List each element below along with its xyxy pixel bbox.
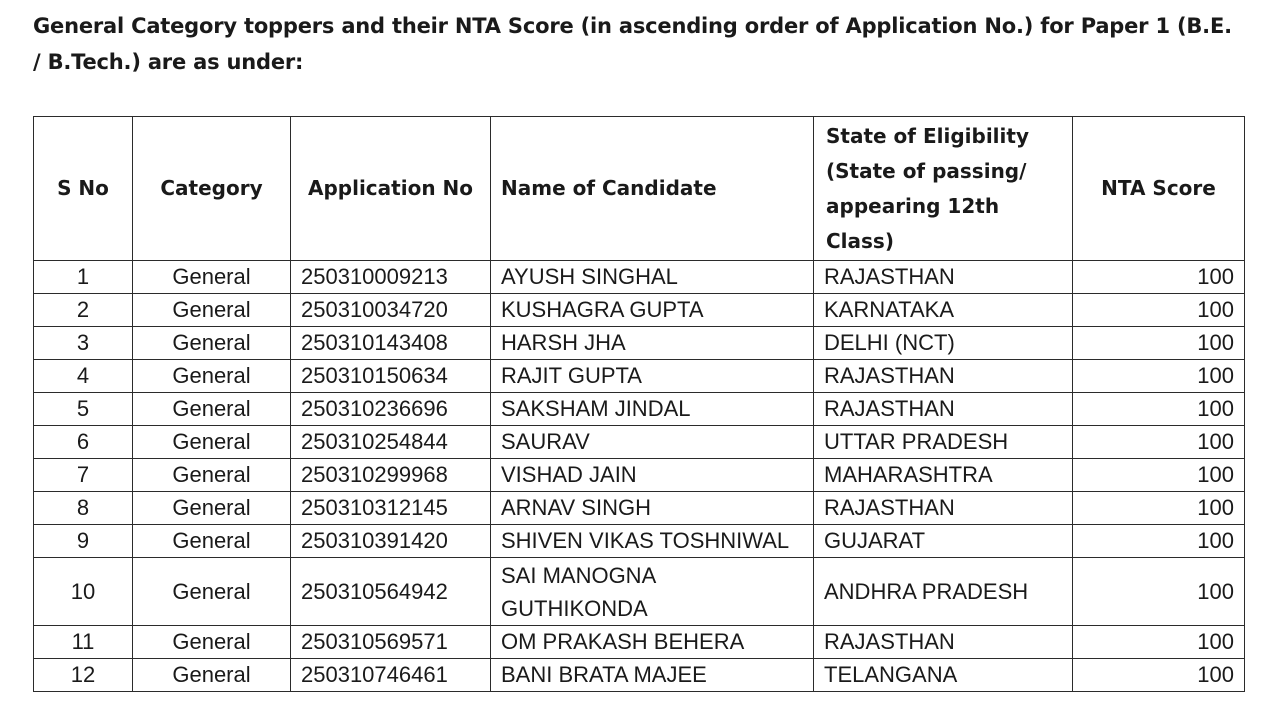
cell-application-no: 250310299968 <box>291 459 491 492</box>
cell-name: RAJIT GUPTA <box>491 360 814 393</box>
cell-category: General <box>133 294 291 327</box>
cell-score: 100 <box>1073 426 1245 459</box>
cell-score: 100 <box>1073 626 1245 659</box>
cell-sno: 10 <box>34 558 133 626</box>
header-name: Name of Candidate <box>491 117 814 261</box>
cell-name: AYUSH SINGHAL <box>491 261 814 294</box>
cell-sno: 9 <box>34 525 133 558</box>
table-row <box>34 360 1245 393</box>
cell-state: ANDHRA PRADESH <box>814 558 1073 626</box>
cell-name: SAI MANOGNA GUTHIKONDA <box>491 558 814 626</box>
header-score: NTA Score <box>1073 117 1245 261</box>
cell-score: 100 <box>1073 261 1245 294</box>
cell-application-no: 250310564942 <box>291 558 491 626</box>
cell-name: VISHAD JAIN <box>491 459 814 492</box>
cell-application-no: 250310746461 <box>291 659 491 692</box>
cell-score: 100 <box>1073 360 1245 393</box>
cell-name: HARSH JHA <box>491 327 814 360</box>
cell-state: RAJASTHAN <box>814 626 1073 659</box>
cell-application-no: 250310143408 <box>291 327 491 360</box>
cell-sno: 1 <box>34 261 133 294</box>
cell-state: MAHARASHTRA <box>814 459 1073 492</box>
table-row <box>34 393 1245 426</box>
cell-category: General <box>133 659 291 692</box>
cell-score: 100 <box>1073 525 1245 558</box>
cell-name: SHIVEN VIKAS TOSHNIWAL <box>491 525 814 558</box>
cell-state: RAJASTHAN <box>814 393 1073 426</box>
cell-category: General <box>133 426 291 459</box>
table-row <box>34 327 1245 360</box>
cell-application-no: 250310254844 <box>291 426 491 459</box>
cell-category: General <box>133 558 291 626</box>
table-row <box>34 659 1245 692</box>
cell-score: 100 <box>1073 558 1245 626</box>
cell-category: General <box>133 261 291 294</box>
cell-score: 100 <box>1073 492 1245 525</box>
cell-name: SAKSHAM JINDAL <box>491 393 814 426</box>
cell-state: RAJASTHAN <box>814 261 1073 294</box>
cell-category: General <box>133 492 291 525</box>
cell-application-no: 250310150634 <box>291 360 491 393</box>
header-sno: S No <box>34 117 133 261</box>
cell-score: 100 <box>1073 294 1245 327</box>
cell-name: SAURAV <box>491 426 814 459</box>
cell-sno: 8 <box>34 492 133 525</box>
cell-state: DELHI (NCT) <box>814 327 1073 360</box>
cell-sno: 5 <box>34 393 133 426</box>
cell-category: General <box>133 393 291 426</box>
cell-name: OM PRAKASH BEHERA <box>491 626 814 659</box>
table-row <box>34 492 1245 525</box>
cell-application-no: 250310009213 <box>291 261 491 294</box>
cell-state: KARNATAKA <box>814 294 1073 327</box>
cell-score: 100 <box>1073 659 1245 692</box>
cell-sno: 11 <box>34 626 133 659</box>
cell-name: BANI BRATA MAJEE <box>491 659 814 692</box>
cell-sno: 12 <box>34 659 133 692</box>
cell-state: GUJARAT <box>814 525 1073 558</box>
cell-sno: 6 <box>34 426 133 459</box>
cell-state: RAJASTHAN <box>814 492 1073 525</box>
header-category: Category <box>133 117 291 261</box>
table-row <box>34 525 1245 558</box>
cell-category: General <box>133 459 291 492</box>
cell-sno: 3 <box>34 327 133 360</box>
cell-sno: 7 <box>34 459 133 492</box>
table-header-row <box>34 117 1245 261</box>
cell-sno: 4 <box>34 360 133 393</box>
cell-state: RAJASTHAN <box>814 360 1073 393</box>
table-row <box>34 294 1245 327</box>
table-row <box>34 261 1245 294</box>
cell-name: KUSHAGRA GUPTA <box>491 294 814 327</box>
cell-state: TELANGANA <box>814 659 1073 692</box>
page-heading: General Category toppers and their NTA Score (in ascending order of Application No.) for Paper 1 (B.E. / B.Tech.) are as under: <box>33 14 1232 74</box>
cell-category: General <box>133 360 291 393</box>
header-state: State of Eligibility (State of passing/ appearing 12th Class) <box>814 117 1073 261</box>
cell-application-no: 250310391420 <box>291 525 491 558</box>
table-row <box>34 459 1245 492</box>
table-row <box>34 626 1245 659</box>
table-row <box>34 426 1245 459</box>
cell-score: 100 <box>1073 327 1245 360</box>
cell-category: General <box>133 525 291 558</box>
cell-category: General <box>133 327 291 360</box>
table-row <box>34 558 1245 626</box>
cell-name: ARNAV SINGH <box>491 492 814 525</box>
cell-state: UTTAR PRADESH <box>814 426 1073 459</box>
toppers-table <box>33 116 1245 692</box>
cell-score: 100 <box>1073 393 1245 426</box>
cell-application-no: 250310236696 <box>291 393 491 426</box>
cell-score: 100 <box>1073 459 1245 492</box>
cell-application-no: 250310034720 <box>291 294 491 327</box>
header-application-no: Application No <box>291 117 491 261</box>
cell-sno: 2 <box>34 294 133 327</box>
cell-application-no: 250310569571 <box>291 626 491 659</box>
cell-category: General <box>133 626 291 659</box>
cell-application-no: 250310312145 <box>291 492 491 525</box>
